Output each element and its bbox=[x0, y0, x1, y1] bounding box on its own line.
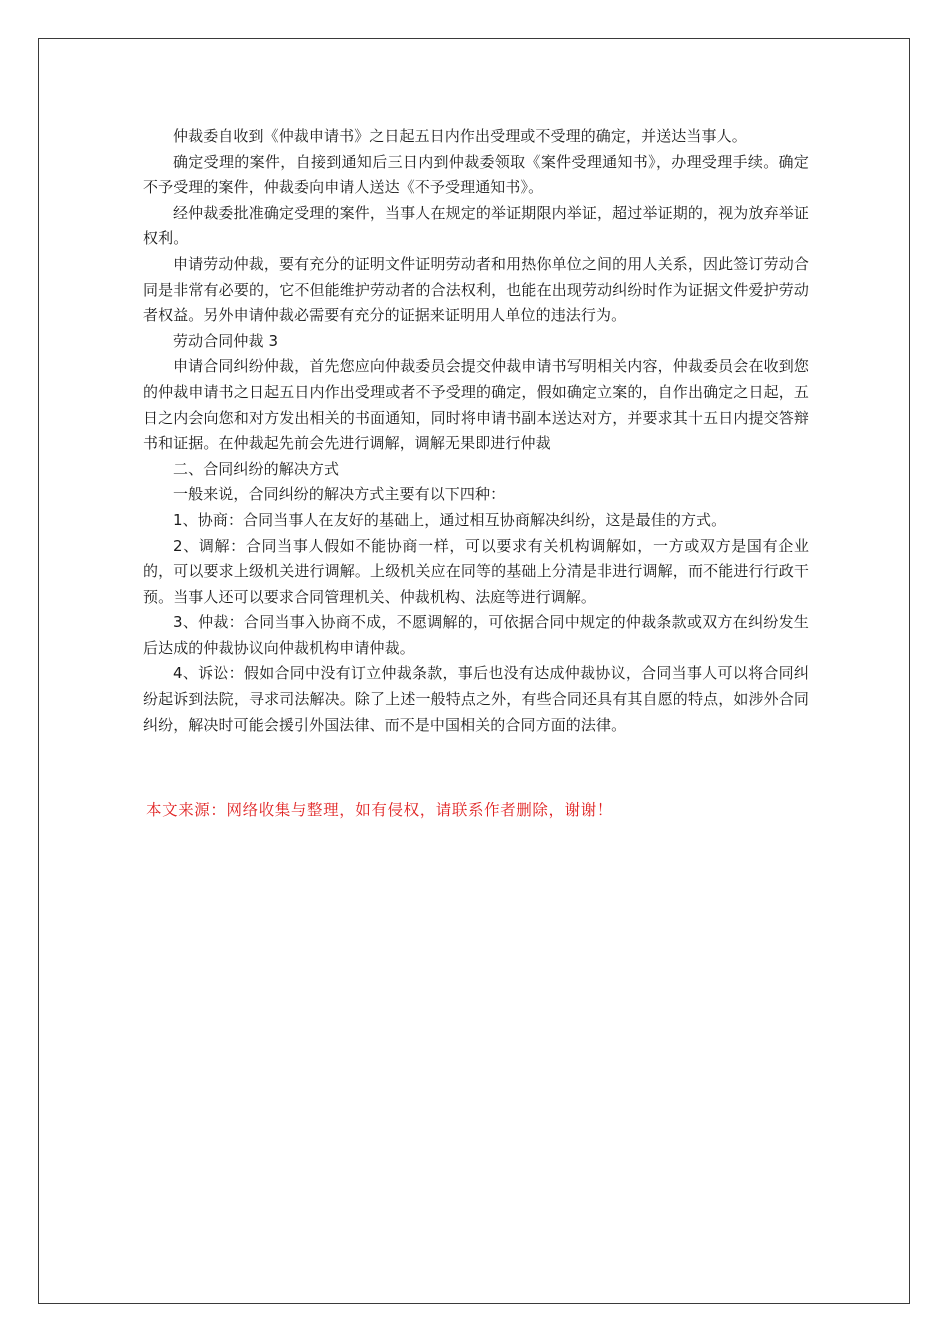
paragraph: 仲裁委自收到《仲裁申请书》之日起五日内作出受理或不受理的确定，并送达当事人。 bbox=[173, 127, 747, 145]
paragraph: 确定受理的案件，自接到通知后三日内到仲裁委领取《案件受理通知书》，办理受理手续。确定不予受理的案件，仲裁委向申请人送达《不予受理通知书》。 bbox=[143, 152, 809, 197]
section-heading: 二、合同纠纷的解决方式 bbox=[173, 459, 340, 478]
paragraph: 经仲裁委批准确定受理的案件，当事人在规定的举证期限内举证，超过举证期的，视为放弃举证权利。 bbox=[143, 203, 809, 248]
paragraph: 申请劳动仲裁，要有充分的证明文件证明劳动者和用热你单位之间的用人关系，因此签订劳动合同是非常有必要的，它不但能维护劳动者的合法权利，也能在出现劳动纠纷时作为证据文件爱护劳动者权益。另外申请仲裁必需要有充分的证据来证明用人单位的违法行为。 bbox=[143, 254, 809, 325]
document-body bbox=[143, 124, 809, 738]
section-heading: 劳动合同仲裁 3 bbox=[173, 331, 279, 350]
list-item: 2、调解：合同当事人假如不能协商一样，可以要求有关机构调解如，一方或双方是国有企业的，可以要求上级机关进行调解。上级机关应在同等的基础上分清是非进行调解，而不能进行行政干预。当事人还可以要求合同管理机关、仲裁机构、法庭等进行调解。 bbox=[143, 536, 809, 606]
list-item: 4、诉讼：假如合同中没有订立仲裁条款，事后也没有达成仲裁协议，合同当事人可以将合同纠纷起诉到法院，寻求司法解决。除了上述一般特点之外，有些合同还具有其自愿的特点，如涉外合同纠纷，解决时可能会援引外国法律、而不是中国相关的合同方面的法律。 bbox=[143, 664, 809, 734]
paragraph: 一般来说，合同纠纷的解决方式主要有以下四种： bbox=[173, 485, 506, 504]
source-note: 本文来源：网络收集与整理，如有侵权，请联系作者删除，谢谢！ bbox=[146, 801, 613, 819]
list-item: 1、协商：合同当事人在友好的基础上，通过相互协商解决纠纷，这是最佳的方式。 bbox=[173, 510, 727, 529]
paragraph: 申请合同纠纷仲裁，首先您应向仲裁委员会提交仲裁申请书写明相关内容，仲裁委员会在收到您的仲裁申请书之日起五日内作出受理或者不予受理的确定，假如确定立案的，自作出确定之日起，五日之内会向您和对方发出相关的书面通知，同时将申请书副本送达对方，并要求其十五日内提交答辩书和证据。在仲裁起先前会先进行调解，调解无果即进行仲裁 bbox=[143, 357, 809, 453]
list-item: 3、仲裁：合同当事入协商不成，不愿调解的，可依据合同中规定的仲裁条款或双方在纠纷发生后达成的仲裁协议向仲裁机构申请仲裁。 bbox=[143, 613, 809, 657]
